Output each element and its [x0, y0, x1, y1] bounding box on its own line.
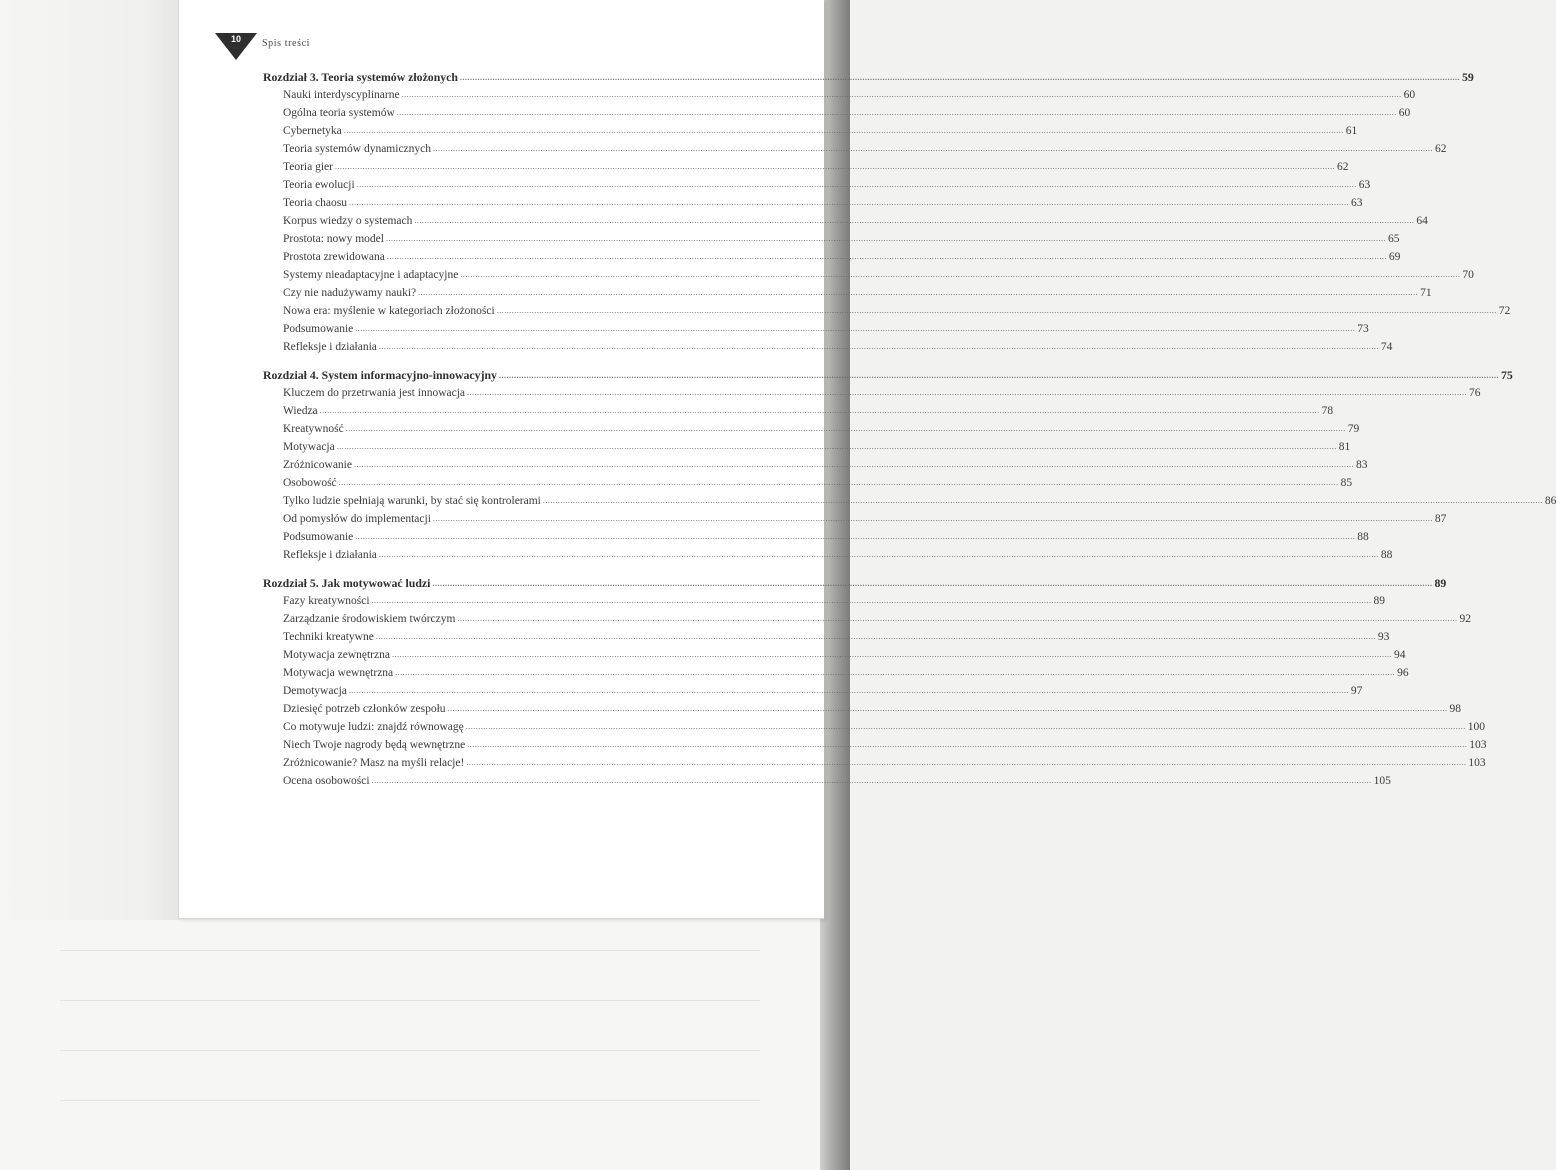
toc-entry [263, 338, 1393, 356]
dot-leader: ................................................................................................................................................................................................................................................................................................................................................................................................................ [386, 252, 1387, 261]
toc-entry-label: Motywacja zewnętrzna [283, 649, 390, 661]
toc-entry-label: Prostota zrewidowana [283, 251, 385, 263]
toc-entry-page: 63 [1351, 197, 1363, 209]
dot-leader: ................................................................................................................................................................................................................................................................................................................................................................................................................ [371, 596, 1372, 605]
toc-entry-page: 97 [1350, 685, 1363, 697]
toc-entry-label: Techniki kreatywne [283, 631, 374, 643]
toc-entry [263, 492, 1556, 510]
toc-entry-page: 94 [1393, 649, 1406, 661]
toc-entry-page: 78 [1321, 405, 1334, 417]
toc-entry-page: 61 [1345, 125, 1358, 137]
toc-entry-page: 103 [1468, 757, 1486, 769]
dot-leader: ................................................................................................................................................................................................................................................................................................................................................................................................................ [467, 740, 1468, 749]
dot-leader: ................................................................................................................................................................................................................................................................................................................................................................................................................ [319, 406, 1320, 415]
toc-entry-page: 71 [1420, 287, 1432, 299]
dot-leader: ................................................................................................................................................................................................................................................................................................................................................................................................................ [418, 288, 1419, 297]
toc-entry [263, 646, 1406, 664]
toc-entry-label: Teoria chaosu [283, 197, 348, 209]
toc-entry-label: Niech Twoje nagrody będą wewnętrzne [283, 739, 466, 751]
dot-leader: ................................................................................................................................................................................................................................................................................................................................................................................................................ [338, 478, 1339, 487]
toc-entry [263, 212, 1428, 230]
toc-entry-page: 73 [1357, 323, 1369, 335]
dot-leader: ................................................................................................................................................................................................................................................................................................................................................................................................................ [467, 388, 1468, 397]
scan-background-left [0, 0, 180, 925]
toc-entry-label: Teoria systemów dynamicznych [283, 143, 432, 155]
toc-chapter [263, 574, 1487, 790]
toc-chapter-heading-page: 75 [1500, 368, 1513, 382]
toc-entry-label: Systemy nieadaptacyjne i adaptacyjne [283, 269, 459, 281]
dot-leader: ................................................................................................................................................................................................................................................................................................................................................................................................................ [375, 632, 1376, 641]
toc-entry-page: 62 [1435, 143, 1447, 155]
toc-entry-page: 85 [1340, 477, 1353, 489]
toc-entry-page: 72 [1498, 305, 1511, 317]
toc-entry-page: 81 [1338, 441, 1351, 453]
dot-leader: ................................................................................................................................................................................................................................................................................................................................................................................................................ [496, 306, 1497, 315]
page-number: 10 [230, 34, 241, 44]
toc-entry-page: 89 [1373, 595, 1386, 607]
toc-entry [263, 104, 1411, 122]
dot-leader: ................................................................................................................................................................................................................................................................................................................................................................................................................ [396, 108, 1397, 117]
toc-entry-page: 103 [1469, 739, 1487, 751]
toc-chapter-heading [263, 68, 1474, 86]
toc-entry [263, 302, 1511, 320]
toc-entry-label: Ogólna teoria systemów [283, 107, 395, 119]
toc-entry-label: Motywacja [283, 441, 335, 453]
toc-entry-page: 74 [1380, 341, 1393, 353]
toc-chapter-heading-label: Rozdział 4. System informacyjno-innowacyjny [263, 368, 497, 382]
toc-entry [263, 158, 1349, 176]
toc-entry-label: Co motywuje ludzi: znajdź równowagę [283, 721, 464, 733]
toc-entry-page: 69 [1388, 251, 1401, 263]
toc-entry [263, 420, 1360, 438]
dot-leader: ................................................................................................................................................................................................................................................................................................................................................................................................................ [343, 126, 1344, 135]
dot-leader: ................................................................................................................................................................................................................................................................................................................................................................................................................ [355, 532, 1356, 541]
dot-leader: ................................................................................................................................................................................................................................................................................................................................................................................................................ [355, 324, 1356, 333]
dot-leader: ................................................................................................................................................................................................................................................................................................................................................................................................................ [334, 162, 1335, 171]
dot-leader: ................................................................................................................................................................................................................................................................................................................................................................................................................ [465, 722, 1466, 731]
dot-leader: ................................................................................................................................................................................................................................................................................................................................................................................................................ [432, 514, 1433, 523]
toc-entry-page: 86 [1544, 495, 1556, 507]
toc-entry [263, 510, 1447, 528]
toc-entry-label: Wiedza [283, 405, 318, 417]
toc-entry-label: Zróżnicowanie [283, 459, 352, 471]
toc-entry [263, 754, 1486, 772]
toc-entry-label: Nowa era: myślenie w kategoriach złożoności [283, 305, 495, 317]
toc-entry-page: 70 [1462, 269, 1474, 281]
toc-entry-label: Cybernetyka [283, 125, 342, 137]
toc-entry-label: Teoria gier [283, 161, 333, 173]
toc-entry [263, 248, 1401, 266]
toc-entry-page: 93 [1377, 631, 1390, 643]
dot-leader: ................................................................................................................................................................................................................................................................................................................................................................................................................ [432, 579, 1433, 588]
toc-entry [263, 284, 1432, 302]
toc-entry-label: Czy nie nadużywamy nauki? [283, 287, 417, 299]
toc-chapter-heading [263, 574, 1447, 592]
dot-leader: ................................................................................................................................................................................................................................................................................................................................................................................................................ [414, 216, 1415, 225]
table-of-contents [263, 68, 1556, 800]
toc-entry [263, 610, 1471, 628]
toc-entry-page: 105 [1373, 775, 1391, 787]
toc-entry [263, 320, 1369, 338]
toc-entry-label: Demotywacja [283, 685, 347, 697]
toc-entry [263, 122, 1358, 140]
toc-entry-page: 60 [1403, 89, 1416, 101]
toc-chapter-heading-page: 89 [1434, 576, 1447, 590]
toc-entry [263, 682, 1363, 700]
toc-entry-page: 87 [1434, 513, 1447, 525]
toc-entry [263, 402, 1334, 420]
toc-entry [263, 528, 1369, 546]
book-page [178, 0, 1556, 919]
dot-leader: ................................................................................................................................................................................................................................................................................................................................................................................................................ [498, 371, 1499, 380]
toc-entry-label: Ocena osobowości [283, 775, 370, 787]
dot-leader: ................................................................................................................................................................................................................................................................................................................................................................................................................ [345, 424, 1346, 433]
toc-entry-page: 98 [1449, 703, 1462, 715]
toc-chapter-heading [263, 366, 1513, 384]
dot-leader: ................................................................................................................................................................................................................................................................................................................................................................................................................ [466, 758, 1467, 767]
toc-entry-page: 96 [1397, 667, 1409, 679]
toc-entry-page: 100 [1467, 721, 1486, 733]
dot-leader: ................................................................................................................................................................................................................................................................................................................................................................................................................ [459, 73, 1460, 82]
dot-leader: ................................................................................................................................................................................................................................................................................................................................................................................................................ [457, 614, 1458, 623]
running-header-title: Spis treści [262, 38, 310, 49]
dot-leader: ................................................................................................................................................................................................................................................................................................................................................................................................................ [542, 496, 1543, 505]
dot-leader: ................................................................................................................................................................................................................................................................................................................................................................................................................ [356, 180, 1357, 189]
toc-entry-label: Zróżnicowanie? Masz na myśli relacje! [283, 757, 465, 769]
toc-entry [263, 438, 1351, 456]
toc-entry [263, 772, 1391, 790]
toc-chapter-heading-page: 59 [1461, 70, 1474, 84]
dot-leader: ................................................................................................................................................................................................................................................................................................................................................................................................................ [348, 686, 1349, 695]
toc-chapter-heading-label: Rozdział 3. Teoria systemów złożonych [263, 70, 458, 84]
dot-leader: ................................................................................................................................................................................................................................................................................................................................................................................................................ [433, 144, 1434, 153]
dot-leader: ................................................................................................................................................................................................................................................................................................................................................................................................................ [395, 668, 1396, 677]
toc-entry [263, 628, 1390, 646]
toc-entry [263, 718, 1486, 736]
toc-entry [263, 474, 1353, 492]
dot-leader: ................................................................................................................................................................................................................................................................................................................................................................................................................ [391, 650, 1392, 659]
toc-entry [263, 546, 1393, 564]
toc-entry [263, 140, 1447, 158]
toc-entry-page: 92 [1459, 613, 1471, 625]
toc-entry-label: Osobowość [283, 477, 337, 489]
dot-leader: ................................................................................................................................................................................................................................................................................................................................................................................................................ [447, 704, 1448, 713]
toc-entry-label: Teoria ewolucji [283, 179, 355, 191]
dot-leader: ................................................................................................................................................................................................................................................................................................................................................................................................................ [353, 460, 1354, 469]
toc-entry-label: Kreatywność [283, 423, 344, 435]
dot-leader: ................................................................................................................................................................................................................................................................................................................................................................................................................ [349, 198, 1350, 207]
toc-entry [263, 230, 1400, 248]
toc-entry-page: 65 [1387, 233, 1400, 245]
dot-leader: ................................................................................................................................................................................................................................................................................................................................................................................................................ [371, 776, 1372, 785]
toc-entry-page: 60 [1398, 107, 1411, 119]
toc-entry-label: Dziesięć potrzeb członków zespołu [283, 703, 446, 715]
toc-entry-label: Refleksje i działania [283, 341, 377, 353]
toc-chapter [263, 366, 1556, 564]
toc-entry-label: Zarządzanie środowiskiem twórczym [283, 613, 456, 625]
scan-background-bottom [0, 920, 850, 1170]
toc-entry-page: 88 [1380, 549, 1393, 561]
toc-entry-label: Fazy kreatywności [283, 595, 370, 607]
toc-entry-page: 79 [1347, 423, 1360, 435]
dot-leader: ................................................................................................................................................................................................................................................................................................................................................................................................................ [385, 234, 1386, 243]
dot-leader: ................................................................................................................................................................................................................................................................................................................................................................................................................ [460, 270, 1461, 279]
toc-entry [263, 194, 1363, 212]
toc-entry-label: Korpus wiedzy o systemach [283, 215, 413, 227]
toc-entry-label: Prostota: nowy model [283, 233, 384, 245]
toc-entry-page: 64 [1416, 215, 1428, 227]
toc-entry [263, 176, 1371, 194]
toc-entry [263, 736, 1487, 754]
toc-chapter [263, 68, 1511, 356]
toc-entry-page: 88 [1357, 531, 1369, 543]
toc-entry-label: Tylko ludzie spełniają warunki, by stać się kontrolerami [283, 495, 541, 507]
toc-entry [263, 384, 1481, 402]
dot-leader: ................................................................................................................................................................................................................................................................................................................................................................................................................ [336, 442, 1337, 451]
toc-entry [263, 700, 1462, 718]
toc-entry-label: Podsumowanie [283, 323, 354, 335]
toc-entry [263, 266, 1474, 284]
toc-entry [263, 664, 1409, 682]
toc-entry-page: 62 [1336, 161, 1349, 173]
toc-entry [263, 456, 1368, 474]
toc-entry-page: 63 [1358, 179, 1371, 191]
toc-entry-page: 76 [1469, 387, 1481, 399]
toc-entry-label: Refleksje i działania [283, 549, 377, 561]
toc-entry-label: Motywacja wewnętrzna [283, 667, 394, 679]
toc-entry [263, 592, 1386, 610]
dot-leader: ................................................................................................................................................................................................................................................................................................................................................................................................................ [378, 550, 1379, 559]
dot-leader: ................................................................................................................................................................................................................................................................................................................................................................................................................ [401, 90, 1402, 99]
toc-chapter-heading-label: Rozdział 5. Jak motywować ludzi [263, 576, 431, 590]
toc-entry-page: 83 [1355, 459, 1368, 471]
dot-leader: ................................................................................................................................................................................................................................................................................................................................................................................................................ [378, 342, 1379, 351]
toc-entry-label: Kluczem do przetrwania jest innowacja [283, 387, 466, 399]
toc-entry-label: Nauki interdyscyplinarne [283, 89, 400, 101]
toc-entry-label: Podsumowanie [283, 531, 354, 543]
toc-entry [263, 86, 1416, 104]
toc-entry-label: Od pomysłów do implementacji [283, 513, 431, 525]
